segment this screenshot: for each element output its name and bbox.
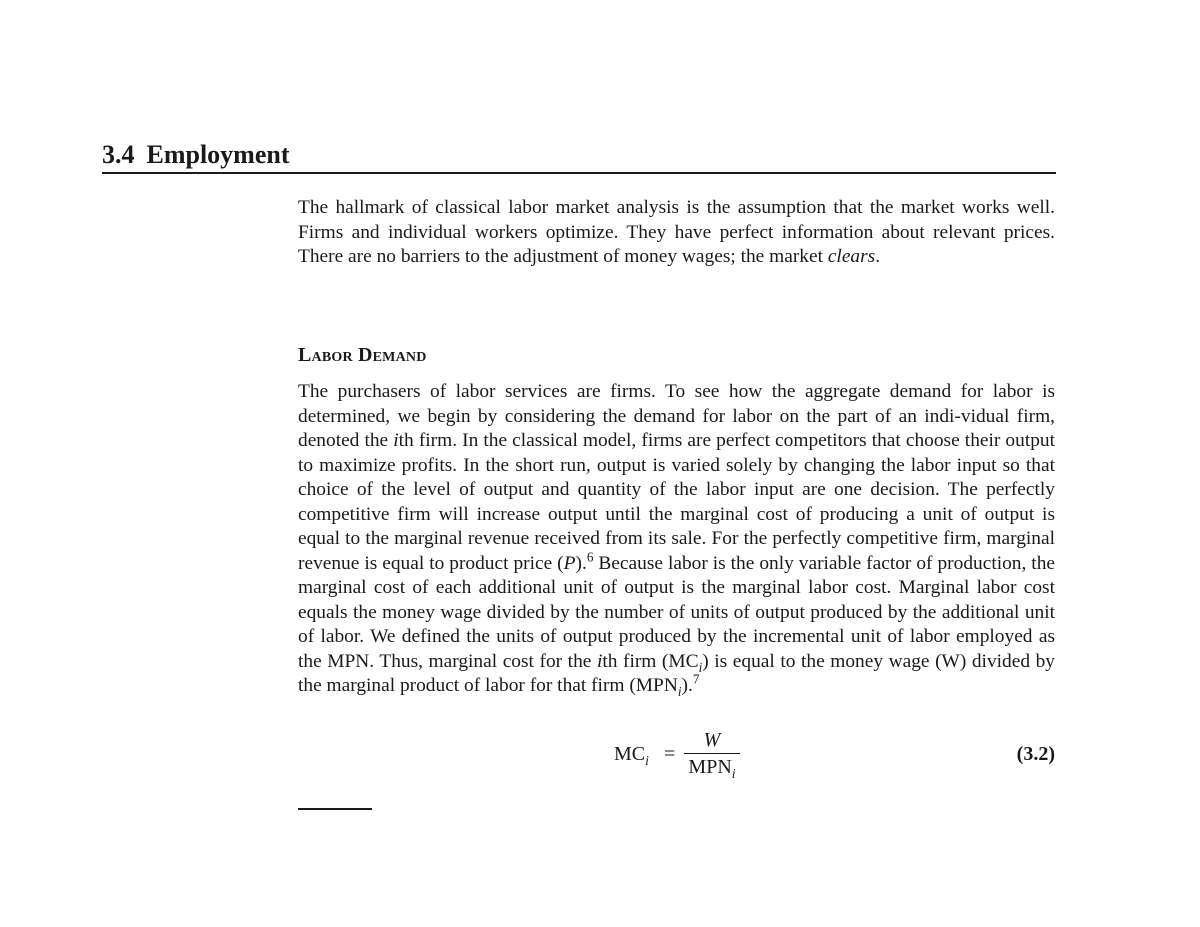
equation-fraction: [684, 728, 740, 780]
section-title: Employment: [146, 140, 290, 169]
body-text: ) is equal to the money wage (W) divided by the marginal product of labor for that firm (MPN: [298, 650, 1055, 696]
equation-denominator-text: MPN: [688, 756, 732, 778]
footnote-separator: [298, 808, 372, 810]
footnote-marker-7[interactable]: 7: [692, 671, 700, 687]
footnote-marker-6[interactable]: 6: [586, 549, 594, 565]
intro-italic-term: clears: [827, 246, 876, 267]
section-number: 3.4: [102, 140, 135, 169]
equation-lhs-text: MC: [614, 743, 646, 765]
body-text: ).: [681, 675, 693, 696]
equation-number: (3.2): [1016, 743, 1055, 765]
intro-text: The hallmark of classical labor market analysis is the assumption that the market works well. Firms and individual workers optimize. They have perfect information about relevant prices. There are no barriers to the adjustment of money wages; the market: [298, 197, 1055, 267]
equation-3-2: [298, 728, 1055, 784]
body-text: th firm. In the classical model, firms are perfect competitors that choose their output to maximize profits. In the short run, output is varied solely by changing the labor input so that choice of the level of output and quantity of the labor input are one decision. The perfectly competitive firm will increase output until the marginal cost of producing a unit of output is equal to the marginal revenue received from its sale. For the perfectly competitive firm, marginal revenue is equal to product price (: [298, 430, 1055, 574]
italic-i: i: [393, 430, 399, 451]
body-text: The purchasers of labor services are firms. To see how the aggregate demand for labor is determined, we begin by considering the demand for labor on the part of an indi-vidual firm, denoted the: [298, 381, 1055, 451]
subscript-i: i: [698, 659, 703, 675]
section-heading: [102, 138, 1056, 174]
equation-equals-sign: =: [664, 743, 676, 765]
intro-text-end: .: [875, 246, 881, 267]
body-text: Because labor is the only variable factor of production, the marginal cost of each additional unit of output is the marginal labor cost. Marginal labor cost equals the money wage divided by the number of units of output produced by the additional unit of labor. We defined the units of output produced by the incremental unit of labor employed as the MPN. Thus, marginal cost for the: [298, 552, 1055, 672]
equation-denominator: [684, 754, 740, 780]
subheading-labor-demand: Labor Demand: [298, 344, 427, 366]
italic-p: P: [563, 552, 576, 574]
equation-lhs: [614, 742, 649, 766]
italic-i: i: [596, 650, 603, 672]
body-text: ).: [575, 552, 587, 574]
labor-demand-paragraph: [298, 380, 1055, 699]
equation-denominator-subscript: i: [731, 766, 736, 781]
body-text: th firm (MC: [602, 650, 699, 672]
subscript-i: i: [677, 683, 682, 699]
equation-lhs-subscript: i: [645, 753, 649, 768]
equation-numerator: W: [684, 728, 740, 754]
intro-paragraph: [298, 196, 1055, 270]
